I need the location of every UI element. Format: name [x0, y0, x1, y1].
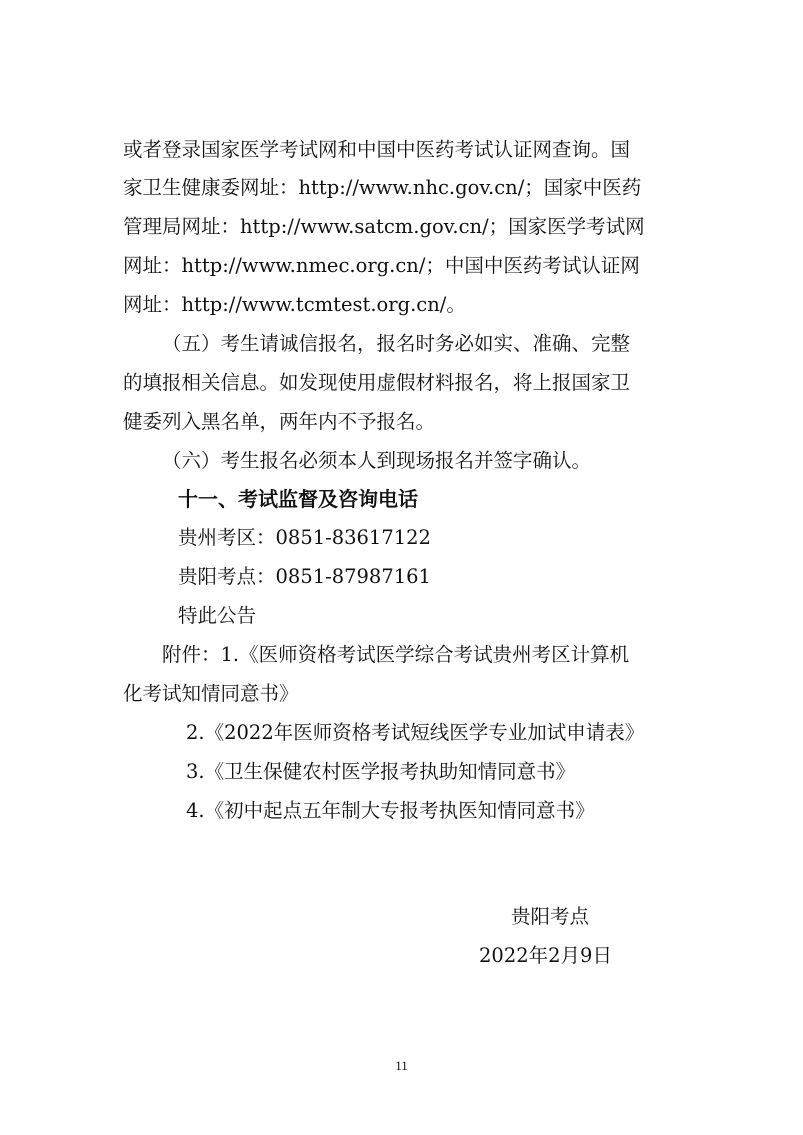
section5-line-1: （五）考生请诚信报名，报名时务必如实、准确、完整 — [162, 332, 631, 355]
body-line-3: 管理局网址：http://www.satcm.gov.cn/；国家医学考试网 — [123, 215, 645, 238]
section6-line: （六）考生报名必须本人到现场报名并签字确认。 — [162, 449, 592, 472]
contact-guiyang: 贵阳考点：0851-87987161 — [178, 565, 431, 588]
attachment-line-1: 附件：1.《医师资格考试医学综合考试贵州考区计算机 — [162, 643, 630, 666]
attachment-item-2: 2.《2022年医师资格考试短线医学专业加试申请表》 — [186, 721, 645, 744]
body-line-5: 网址：http://www.tcmtest.org.cn/。 — [123, 293, 466, 316]
section5-line-2: 的填报相关信息。如发现使用虚假材料报名，将上报国家卫 — [123, 371, 631, 394]
attachment-line-1b: 化考试知情同意书》 — [123, 682, 299, 705]
attachment-item-3: 3.《卫生保健农村医学报考执助知情同意书》 — [186, 760, 576, 783]
attachment-item-4: 4.《初中起点五年制大专报考执医知情同意书》 — [186, 799, 595, 822]
body-line-1: 或者登录国家医学考试网和中国中医药考试认证网查询。国 — [123, 138, 631, 161]
section-heading: 十一、考试监督及咨询电话 — [178, 487, 418, 511]
contact-guizhou: 贵州考区：0851-83617122 — [178, 526, 431, 549]
page-number: 11 — [395, 1058, 408, 1073]
body-line-2: 家卫生健康委网址：http://www.nhc.gov.cn/；国家中医药 — [123, 176, 642, 199]
body-line-4: 网址：http://www.nmec.org.cn/；中国中医药考试认证网 — [123, 254, 640, 277]
signature-date: 2022年2月9日 — [479, 944, 612, 967]
signature-org: 贵阳考点 — [511, 905, 590, 928]
section5-line-3: 健委列入黑名单，两年内不予报名。 — [123, 410, 436, 433]
notice-text: 特此公告 — [178, 604, 257, 627]
